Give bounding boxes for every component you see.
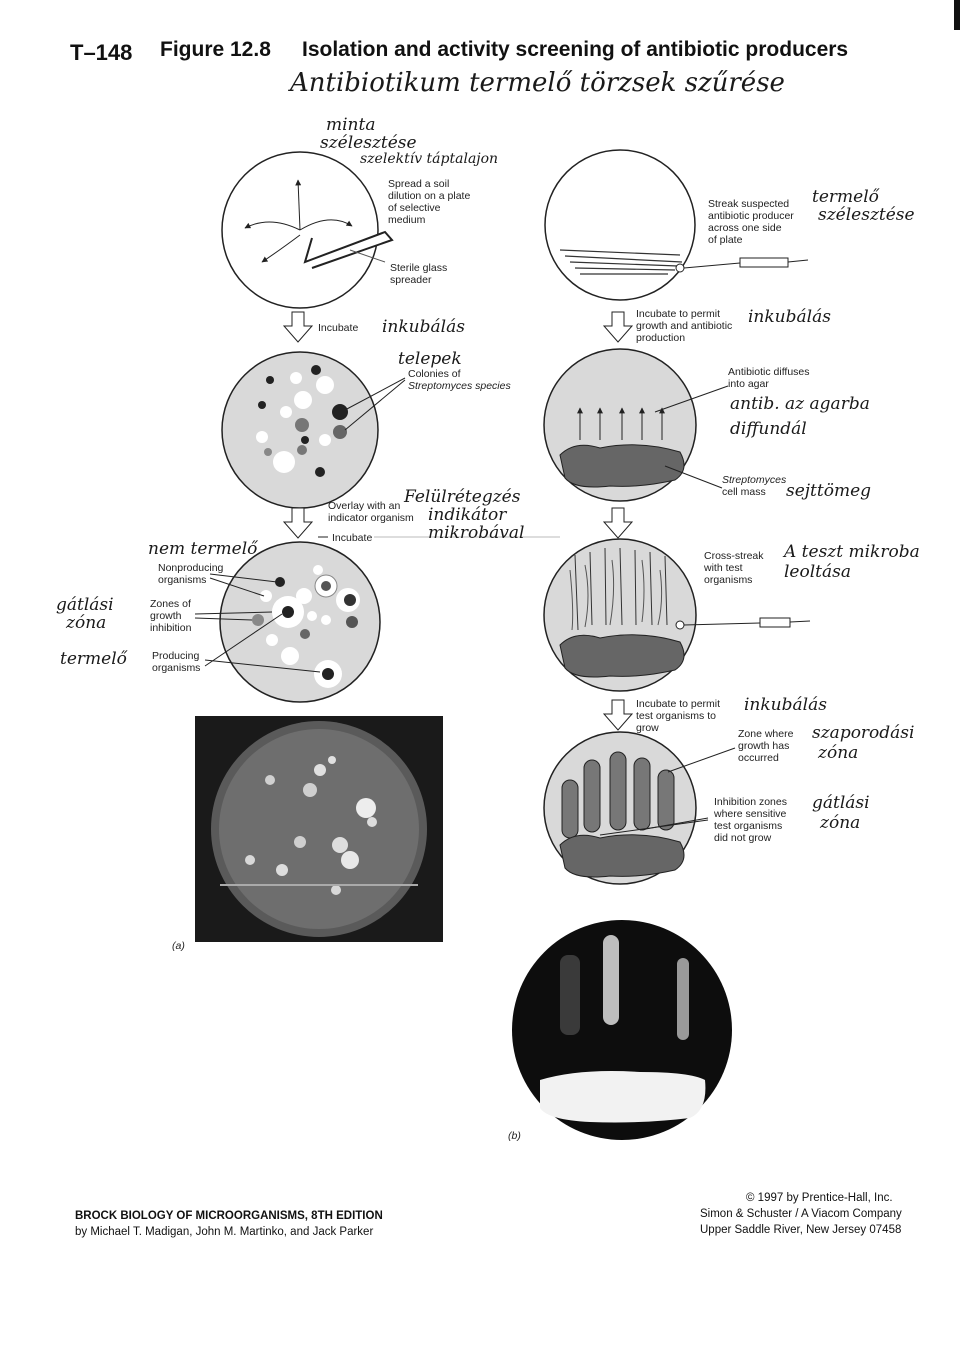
label-incubate-test: Incubate to permit test organisms to grow	[636, 698, 721, 734]
hand-spreading: szélesztése	[320, 133, 417, 153]
label-incubate-2: Incubate	[332, 532, 373, 544]
label-spread: Spread a soil dilution on a plate of selective medium	[388, 178, 471, 226]
figure-title: Isolation and activity screening of antibiotic producers	[302, 38, 849, 61]
label-incubate-growth: Incubate to permit growth and antibiotic production	[636, 308, 733, 344]
hand-indicator: indikátor	[428, 505, 507, 525]
footer-authors: by Michael T. Madigan, John M. Martinko, and Jack Parker	[75, 1226, 374, 1238]
hand-cellmass: sejttömeg	[786, 481, 872, 501]
footer-address: Upper Saddle River, New Jersey 07458	[700, 1224, 902, 1236]
hand-colonies: telepek	[398, 349, 462, 369]
label-producing: Producing organisms	[152, 650, 201, 674]
hand-cross-2: leoltása	[784, 562, 851, 582]
label-nonproducing: Nonproducing organisms	[158, 562, 224, 586]
handwritten-title: Antibiotikum termelő törzsek szűrése	[290, 68, 785, 98]
hand-incubation-1: inkubálás	[382, 317, 465, 337]
label-diffuses: Antibiotic diffuses into agar	[728, 366, 810, 390]
page-code: T–148	[70, 40, 133, 65]
hand-inhibition-zone-1: gátlási	[812, 793, 870, 813]
photo-plate-b	[512, 920, 732, 1140]
hand-inhibition-zone-2: zóna	[820, 813, 861, 833]
hand-diffuse-1: antib. az agarba	[730, 394, 870, 414]
hand-nonproducer: nem termelő	[148, 539, 258, 559]
hand-zone-2: zóna	[66, 613, 107, 633]
plate-colonies	[222, 352, 405, 508]
down-arrow	[284, 312, 312, 342]
hand-cross-1: A teszt mikroba	[784, 542, 920, 562]
label-overlay: Overlay with an indicator organism	[328, 500, 414, 524]
hand-growth-zone-2: zóna	[818, 743, 859, 763]
hand-growth-zone-1: szaporodási	[812, 723, 915, 743]
label-zone-growth: Zone where growth has occurred	[738, 728, 794, 764]
footer-publisher: Simon & Schuster / A Viacom Company	[700, 1208, 902, 1220]
label-spreader: Sterile glass spreader	[390, 262, 448, 286]
hand-incubation-b2: inkubálás	[744, 695, 827, 715]
plate-cross-streak	[544, 539, 810, 691]
hand-overlay: Felülrétegzés	[404, 487, 521, 507]
photo-plate-a	[195, 716, 443, 942]
label-cellmass: Streptomyces	[722, 474, 787, 486]
caption-b: (b)	[508, 1130, 521, 1142]
label-streak: Streak suspected antibiotic producer across one side of plate	[708, 198, 794, 246]
hand-producer-b: termelő	[812, 187, 879, 207]
label-incubate-1: Incubate	[318, 322, 359, 334]
hand-incubation-b1: inkubálás	[748, 307, 831, 327]
hand-selective-medium: szelektív táptalajon	[360, 151, 499, 167]
label-cellmass-2: cell mass	[722, 486, 766, 498]
label-cross-streak: Cross-streak with test organisms	[704, 550, 764, 586]
hand-sample: minta	[326, 115, 376, 135]
plate-spread	[222, 152, 392, 308]
hand-spreading-b: szélesztése	[818, 205, 915, 225]
label-colonies: Colonies of	[408, 368, 461, 380]
hand-producer: termelő	[60, 649, 127, 669]
caption-a: (a)	[172, 940, 185, 952]
hand-zone: gátlási	[56, 595, 114, 615]
footer-book-title: BROCK BIOLOGY OF MICROORGANISMS, 8TH EDITION	[75, 1210, 383, 1222]
label-colonies-species: Streptomyces species	[408, 380, 511, 392]
hand-diffuse-2: diffundál	[730, 419, 807, 439]
plate-inhibition	[544, 732, 735, 884]
label-inhibition-zones: Inhibition zones where sensitive test organisms did not grow	[714, 796, 787, 844]
hand-microbe: mikrobával	[428, 523, 525, 543]
label-zones-inhibition: Zones of growth inhibition	[150, 598, 192, 634]
plate-diffusion	[544, 349, 728, 501]
figure-label: Figure 12.8	[160, 38, 271, 61]
footer-copyright: © 1997 by Prentice-Hall, Inc.	[746, 1192, 893, 1204]
